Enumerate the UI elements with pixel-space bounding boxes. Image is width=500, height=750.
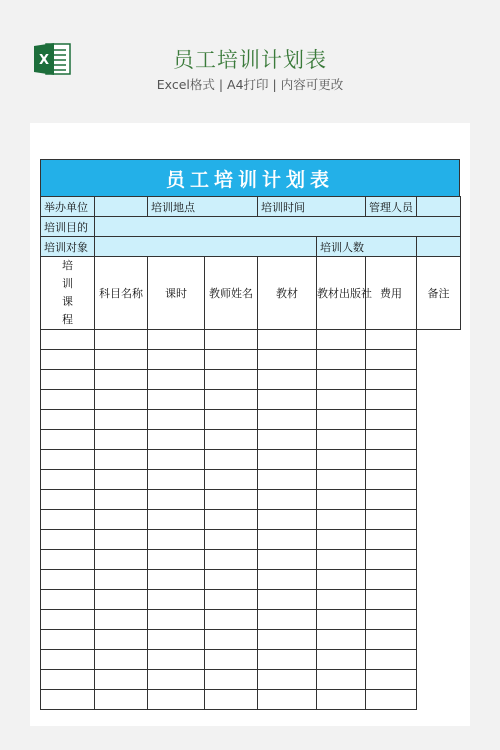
purpose-value[interactable] bbox=[95, 217, 461, 237]
course-cell[interactable] bbox=[41, 450, 95, 470]
col-fee: 费用 bbox=[366, 257, 417, 330]
course-cell[interactable] bbox=[41, 390, 95, 410]
course-cell[interactable] bbox=[41, 590, 95, 610]
course-cell[interactable] bbox=[366, 670, 417, 690]
host-unit-value[interactable] bbox=[95, 197, 148, 217]
course-cell[interactable] bbox=[258, 490, 317, 510]
course-cell[interactable] bbox=[41, 670, 95, 690]
course-cell[interactable] bbox=[317, 470, 366, 490]
course-row bbox=[41, 390, 461, 410]
course-cell[interactable] bbox=[258, 430, 317, 450]
course-cell[interactable] bbox=[148, 450, 205, 470]
course-row bbox=[41, 570, 461, 590]
course-label-char: 培 bbox=[62, 259, 73, 272]
course-row bbox=[41, 510, 461, 530]
course-cell[interactable] bbox=[148, 650, 205, 670]
course-cell[interactable] bbox=[317, 590, 366, 610]
course-cell[interactable] bbox=[41, 570, 95, 590]
course-cell[interactable] bbox=[317, 370, 366, 390]
course-cell[interactable] bbox=[205, 470, 258, 490]
course-cell[interactable] bbox=[95, 350, 148, 370]
course-cell[interactable] bbox=[258, 350, 317, 370]
course-cell[interactable] bbox=[148, 470, 205, 490]
course-cell[interactable] bbox=[258, 650, 317, 670]
course-cell[interactable] bbox=[148, 430, 205, 450]
course-cell[interactable] bbox=[148, 350, 205, 370]
info-row-1 bbox=[41, 197, 461, 217]
course-cell[interactable] bbox=[41, 430, 95, 450]
course-cell[interactable] bbox=[317, 650, 366, 670]
course-cell[interactable] bbox=[41, 470, 95, 490]
course-cell[interactable] bbox=[317, 530, 366, 550]
course-cell[interactable] bbox=[258, 410, 317, 430]
course-cell[interactable] bbox=[95, 430, 148, 450]
course-cell[interactable] bbox=[205, 390, 258, 410]
course-cell[interactable] bbox=[258, 570, 317, 590]
course-cell[interactable] bbox=[41, 350, 95, 370]
course-row bbox=[41, 670, 461, 690]
course-cell[interactable] bbox=[317, 450, 366, 470]
course-cell[interactable] bbox=[258, 550, 317, 570]
manager-label: 管理人员 bbox=[366, 197, 417, 217]
course-cell[interactable] bbox=[95, 510, 148, 530]
course-cell[interactable] bbox=[317, 510, 366, 530]
course-cell[interactable] bbox=[258, 330, 317, 350]
course-row bbox=[41, 610, 461, 630]
page-subtitle: Excel格式 | A4打印 | 内容可更改 bbox=[156, 77, 344, 92]
target-value[interactable] bbox=[95, 237, 317, 257]
course-cell[interactable] bbox=[317, 430, 366, 450]
course-cell[interactable] bbox=[366, 510, 417, 530]
training-plan-table bbox=[40, 159, 460, 710]
course-cell[interactable] bbox=[95, 570, 148, 590]
course-row bbox=[41, 630, 461, 650]
course-cell[interactable] bbox=[258, 630, 317, 650]
course-cell[interactable] bbox=[205, 650, 258, 670]
col-hours: 课时 bbox=[148, 257, 205, 330]
course-cell[interactable] bbox=[366, 650, 417, 670]
course-cell[interactable] bbox=[205, 430, 258, 450]
course-cell[interactable] bbox=[148, 410, 205, 430]
course-cell[interactable] bbox=[148, 690, 205, 710]
course-cell[interactable] bbox=[95, 630, 148, 650]
course-cell[interactable] bbox=[258, 390, 317, 410]
course-row bbox=[41, 490, 461, 510]
course-cell[interactable] bbox=[205, 370, 258, 390]
col-publisher: 教材出版社 bbox=[317, 257, 366, 330]
course-cell[interactable] bbox=[148, 490, 205, 510]
course-cell[interactable] bbox=[41, 410, 95, 430]
course-row bbox=[41, 350, 461, 370]
svg-text:X: X bbox=[38, 53, 50, 68]
course-cell[interactable] bbox=[95, 670, 148, 690]
col-remarks: 备注 bbox=[417, 257, 461, 330]
course-cell[interactable] bbox=[258, 510, 317, 530]
course-row bbox=[41, 650, 461, 670]
course-cell[interactable] bbox=[95, 390, 148, 410]
course-cell[interactable] bbox=[317, 630, 366, 650]
course-cell[interactable] bbox=[366, 570, 417, 590]
course-cell[interactable] bbox=[317, 390, 366, 410]
course-cell[interactable] bbox=[95, 690, 148, 710]
course-cell[interactable] bbox=[148, 570, 205, 590]
course-cell[interactable] bbox=[148, 670, 205, 690]
course-cell[interactable] bbox=[41, 650, 95, 670]
course-cell[interactable] bbox=[366, 690, 417, 710]
course-cell[interactable] bbox=[366, 550, 417, 570]
course-cell[interactable] bbox=[366, 470, 417, 490]
course-cell[interactable] bbox=[205, 490, 258, 510]
course-cell[interactable] bbox=[317, 330, 366, 350]
course-cell[interactable] bbox=[366, 330, 417, 350]
course-cell[interactable] bbox=[366, 390, 417, 410]
course-cell[interactable] bbox=[41, 530, 95, 550]
course-cell[interactable] bbox=[41, 510, 95, 530]
info-row-2 bbox=[41, 217, 461, 237]
course-cell[interactable] bbox=[205, 450, 258, 470]
course-cell[interactable] bbox=[366, 590, 417, 610]
course-cell[interactable] bbox=[205, 590, 258, 610]
purpose-label: 培训目的 bbox=[41, 217, 95, 237]
course-cell[interactable] bbox=[317, 670, 366, 690]
course-row bbox=[41, 370, 461, 390]
location-label: 培训地点 bbox=[148, 197, 258, 217]
course-cell[interactable] bbox=[317, 690, 366, 710]
course-cell[interactable] bbox=[258, 370, 317, 390]
course-cell[interactable] bbox=[366, 610, 417, 630]
course-cell[interactable] bbox=[95, 370, 148, 390]
course-cell[interactable] bbox=[148, 630, 205, 650]
course-cell[interactable] bbox=[366, 410, 417, 430]
course-cell[interactable] bbox=[95, 490, 148, 510]
course-cell[interactable] bbox=[148, 330, 205, 350]
course-header-row bbox=[41, 257, 461, 330]
course-row bbox=[41, 450, 461, 470]
page-header bbox=[0, 0, 500, 110]
course-cell[interactable] bbox=[95, 610, 148, 630]
course-cell[interactable] bbox=[366, 530, 417, 550]
sheet-banner: 员工培训计划表 bbox=[40, 159, 460, 196]
col-textbook: 教材 bbox=[258, 257, 317, 330]
course-cell[interactable] bbox=[205, 610, 258, 630]
host-unit-label: 举办单位 bbox=[41, 197, 95, 217]
target-label: 培训对象 bbox=[41, 237, 95, 257]
course-cell[interactable] bbox=[95, 470, 148, 490]
course-label-char: 训 bbox=[62, 277, 73, 290]
course-cell[interactable] bbox=[317, 490, 366, 510]
course-cell[interactable] bbox=[95, 330, 148, 350]
course-cell[interactable] bbox=[148, 510, 205, 530]
course-cell[interactable] bbox=[205, 630, 258, 650]
course-cell[interactable] bbox=[258, 670, 317, 690]
course-row bbox=[41, 550, 461, 570]
course-cell[interactable] bbox=[41, 630, 95, 650]
course-cell[interactable] bbox=[148, 550, 205, 570]
course-cell[interactable] bbox=[41, 370, 95, 390]
course-cell[interactable] bbox=[95, 450, 148, 470]
course-section-label bbox=[41, 257, 95, 330]
course-cell[interactable] bbox=[148, 370, 205, 390]
course-cell[interactable] bbox=[205, 350, 258, 370]
course-cell[interactable] bbox=[205, 670, 258, 690]
course-cell[interactable] bbox=[317, 410, 366, 430]
course-cell[interactable] bbox=[317, 550, 366, 570]
course-row bbox=[41, 530, 461, 550]
course-cell[interactable] bbox=[317, 350, 366, 370]
info-row-3 bbox=[41, 237, 461, 257]
manager-value[interactable] bbox=[417, 197, 461, 217]
course-cell[interactable] bbox=[148, 390, 205, 410]
course-cell[interactable] bbox=[205, 510, 258, 530]
course-cell[interactable] bbox=[366, 630, 417, 650]
course-cell[interactable] bbox=[205, 530, 258, 550]
col-subject: 科目名称 bbox=[95, 257, 148, 330]
course-row bbox=[41, 430, 461, 450]
course-row bbox=[41, 330, 461, 350]
course-cell[interactable] bbox=[205, 570, 258, 590]
course-cell[interactable] bbox=[95, 530, 148, 550]
course-row bbox=[41, 590, 461, 610]
course-row bbox=[41, 410, 461, 430]
course-cell[interactable] bbox=[95, 410, 148, 430]
course-cell[interactable] bbox=[41, 330, 95, 350]
course-cell[interactable] bbox=[366, 430, 417, 450]
time-label: 培训时间 bbox=[258, 197, 366, 217]
course-cell[interactable] bbox=[258, 590, 317, 610]
course-cell[interactable] bbox=[258, 690, 317, 710]
course-cell[interactable] bbox=[41, 690, 95, 710]
course-cell[interactable] bbox=[258, 450, 317, 470]
course-cell[interactable] bbox=[95, 590, 148, 610]
count-value[interactable] bbox=[417, 237, 461, 257]
course-label-char: 课 bbox=[62, 295, 73, 308]
course-cell[interactable] bbox=[148, 530, 205, 550]
course-row bbox=[41, 690, 461, 710]
course-cell[interactable] bbox=[205, 690, 258, 710]
course-label-char: 程 bbox=[62, 313, 73, 326]
course-cell[interactable] bbox=[258, 610, 317, 630]
page-title: 员工培训计划表 bbox=[173, 48, 327, 72]
course-cell[interactable] bbox=[41, 610, 95, 630]
course-cell[interactable] bbox=[41, 490, 95, 510]
course-cell[interactable] bbox=[95, 650, 148, 670]
course-cell[interactable] bbox=[205, 550, 258, 570]
course-cell[interactable] bbox=[366, 450, 417, 470]
course-cell[interactable] bbox=[148, 590, 205, 610]
course-cell[interactable] bbox=[258, 530, 317, 550]
course-row bbox=[41, 470, 461, 490]
course-cell[interactable] bbox=[95, 550, 148, 570]
course-cell[interactable] bbox=[366, 490, 417, 510]
course-cell[interactable] bbox=[317, 570, 366, 590]
course-cell[interactable] bbox=[366, 370, 417, 390]
course-cell[interactable] bbox=[366, 350, 417, 370]
course-cell[interactable] bbox=[317, 610, 366, 630]
course-cell[interactable] bbox=[41, 550, 95, 570]
col-teacher: 教师姓名 bbox=[205, 257, 258, 330]
plan-grid bbox=[40, 196, 461, 710]
course-cell[interactable] bbox=[205, 410, 258, 430]
course-cell[interactable] bbox=[148, 610, 205, 630]
count-label: 培训人数 bbox=[317, 237, 417, 257]
course-cell[interactable] bbox=[205, 330, 258, 350]
course-cell[interactable] bbox=[258, 470, 317, 490]
